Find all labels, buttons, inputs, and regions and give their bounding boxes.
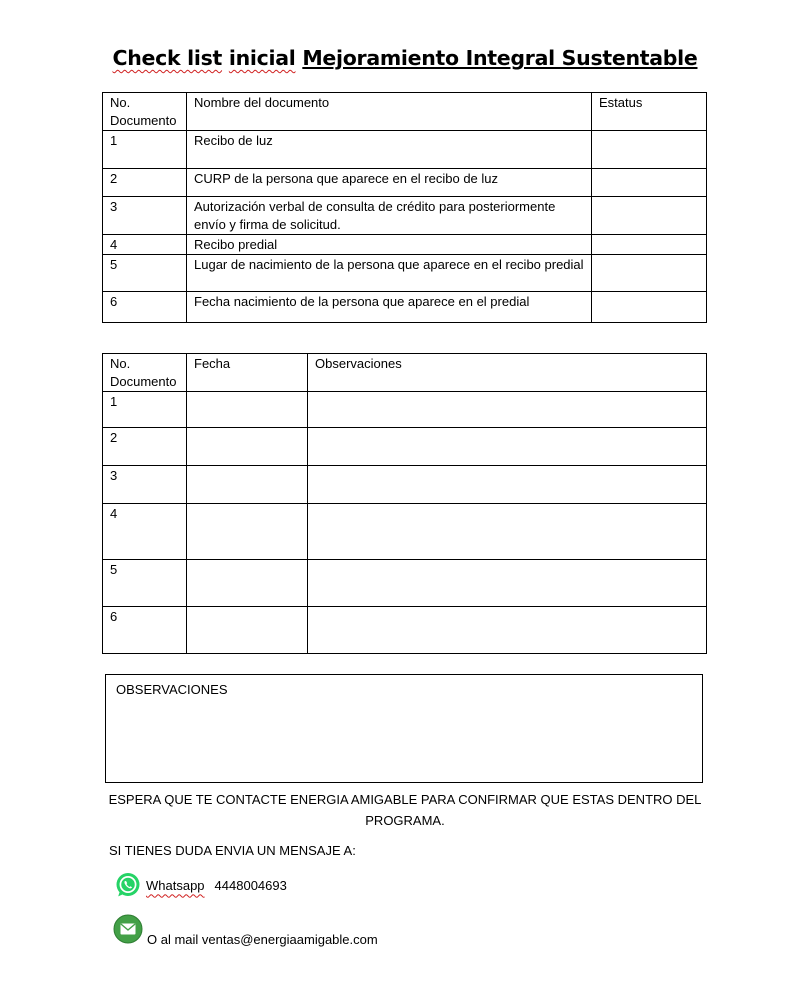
status-cell[interactable] <box>592 169 707 197</box>
document-name: Recibo predial <box>187 235 592 255</box>
table-row <box>103 392 707 428</box>
row-number: 5 <box>103 560 187 607</box>
row-number: 4 <box>103 235 187 255</box>
row-number: 2 <box>103 428 187 466</box>
table-row <box>103 235 707 255</box>
document-name: Recibo de luz <box>187 131 592 169</box>
whatsapp-contact[interactable] <box>115 872 287 898</box>
status-cell[interactable] <box>592 197 707 235</box>
row-number: 6 <box>103 292 187 323</box>
whatsapp-label: Whatsapp <box>146 877 205 893</box>
header-estatus: Estatus <box>592 93 707 131</box>
document-name: Lugar de nacimiento de la persona que aparece en el recibo predial <box>187 255 592 292</box>
date-cell[interactable] <box>187 504 308 560</box>
documents-table <box>102 92 707 323</box>
header-no-documento: No. Documento <box>103 93 187 131</box>
table-row <box>103 292 707 323</box>
mail-contact[interactable] <box>113 910 378 947</box>
status-cell[interactable] <box>592 255 707 292</box>
row-number: 1 <box>103 392 187 428</box>
status-cell[interactable] <box>592 292 707 323</box>
follow-up-table <box>102 353 707 654</box>
header-nombre-documento: Nombre del documento <box>187 93 592 131</box>
mail-text: O al mail ventas@energiaamigable.com <box>147 932 378 947</box>
table-row <box>103 428 707 466</box>
observation-cell[interactable] <box>308 560 707 607</box>
table-row <box>103 131 707 169</box>
table-row <box>103 560 707 607</box>
row-number: 3 <box>103 197 187 235</box>
row-number: 1 <box>103 131 187 169</box>
header-observaciones: Observaciones <box>308 354 707 392</box>
table-row <box>103 466 707 504</box>
date-cell[interactable] <box>187 607 308 654</box>
row-number: 6 <box>103 607 187 654</box>
table-header-row <box>103 354 707 392</box>
header-no-documento: No. Documento <box>103 354 187 392</box>
observation-cell[interactable] <box>308 504 707 560</box>
observation-cell[interactable] <box>308 466 707 504</box>
date-cell[interactable] <box>187 466 308 504</box>
table-header-row <box>103 93 707 131</box>
date-cell[interactable] <box>187 560 308 607</box>
row-number: 4 <box>103 504 187 560</box>
table-row <box>103 197 707 235</box>
row-number: 3 <box>103 466 187 504</box>
table-row <box>103 255 707 292</box>
observations-box[interactable] <box>105 674 703 783</box>
table-row <box>103 169 707 197</box>
row-number: 5 <box>103 255 187 292</box>
document-name: Fecha nacimiento de la persona que aparece en el predial <box>187 292 592 323</box>
mail-icon <box>113 914 143 944</box>
help-text: SI TIENES DUDA ENVIA UN MENSAJE A: <box>109 843 356 858</box>
header-fecha: Fecha <box>187 354 308 392</box>
document-name: Autorización verbal de consulta de crédito para posteriormente envío y firma de solicitud. <box>187 197 592 235</box>
status-cell[interactable] <box>592 131 707 169</box>
observations-label: OBSERVACIONES <box>116 682 228 697</box>
table-row <box>103 504 707 560</box>
observation-cell[interactable] <box>308 428 707 466</box>
title-program-name: Mejoramiento Integral Sustentable <box>302 46 698 70</box>
date-cell[interactable] <box>187 392 308 428</box>
date-cell[interactable] <box>187 428 308 466</box>
whatsapp-number: 4448004693 <box>214 877 287 893</box>
whatsapp-icon <box>115 872 141 898</box>
confirmation-notice: ESPERA QUE TE CONTACTE ENERGIA AMIGABLE PARA CONFIRMAR QUE ESTAS DENTRO DEL PROGRAMA. <box>108 792 702 828</box>
table-row <box>103 607 707 654</box>
page-title <box>0 46 810 70</box>
status-cell[interactable] <box>592 235 707 255</box>
observation-cell[interactable] <box>308 607 707 654</box>
document-name: CURP de la persona que aparece en el recibo de luz <box>187 169 592 197</box>
row-number: 2 <box>103 169 187 197</box>
title-word-inicial: inicial <box>228 46 296 70</box>
title-word-check-list: Check list <box>112 46 223 70</box>
observation-cell[interactable] <box>308 392 707 428</box>
